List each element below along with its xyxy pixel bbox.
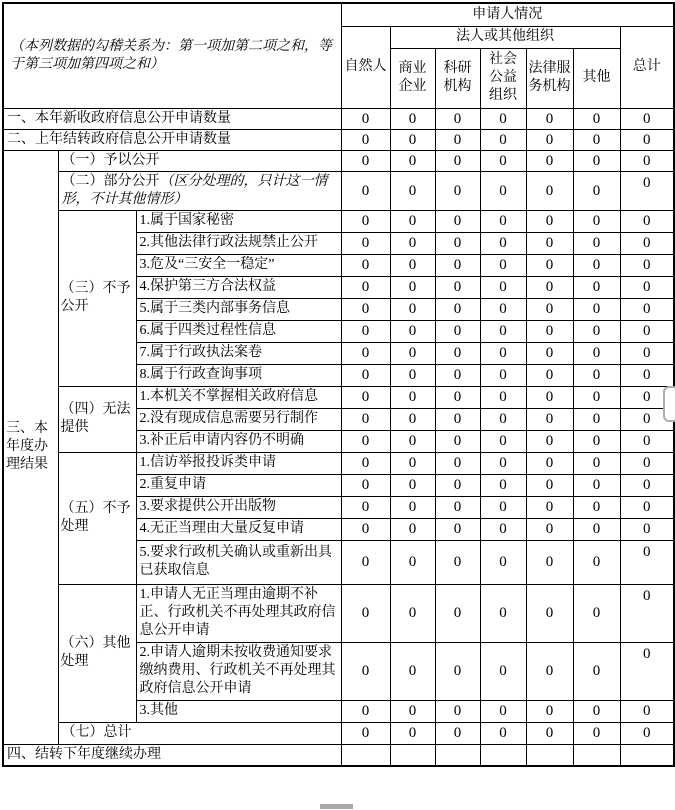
section3-label-cell: 三、本年度办理结果 [3, 150, 58, 744]
row-label: 4.保护第三方合法权益 [136, 276, 341, 298]
value-cell: 0 [480, 584, 526, 642]
row-label: 6.属于四类过程性信息 [136, 320, 341, 342]
value-cell: 0 [573, 386, 620, 408]
value-cell [573, 744, 620, 766]
value-cell: 0 [390, 540, 435, 584]
value-cell: 0 [480, 700, 526, 722]
value-cell: 0 [480, 108, 526, 129]
value-cell: 0 [620, 108, 674, 129]
value-cell: 0 [480, 642, 526, 700]
value-cell: 0 [341, 254, 390, 276]
value-cell: 0 [341, 518, 390, 540]
value-cell: 0 [435, 108, 480, 129]
value-cell: 0 [390, 232, 435, 254]
value-cell: 0 [526, 320, 573, 342]
row-label: 二、上年结转政府信息公开申请数量 [3, 129, 341, 150]
value-cell: 0 [573, 129, 620, 150]
value-cell: 0 [341, 150, 390, 171]
row-label: 2.申请人逾期未按收费通知要求缴纳费用、行政机关不再处理其政府信息公开申请 [136, 642, 341, 700]
header-total: 总计 [620, 26, 674, 108]
value-cell: 0 [620, 452, 674, 474]
value-cell: 0 [573, 150, 620, 171]
value-cell: 0 [480, 474, 526, 496]
value-cell: 0 [341, 430, 390, 452]
value-cell: 0 [435, 150, 480, 171]
value-cell: 0 [390, 276, 435, 298]
value-cell: 0 [620, 700, 674, 722]
value-cell: 0 [526, 150, 573, 171]
row-label: 1.申请人无正当理由逾期不补正、行政机关不再处理其政府信息公开申请 [136, 584, 341, 642]
value-cell: 0 [341, 474, 390, 496]
value-cell: 0 [390, 342, 435, 364]
value-cell: 0 [573, 518, 620, 540]
row-label: 4.无正当理由大量反复申请 [136, 518, 341, 540]
row-label: （一）予以公开 [58, 150, 341, 171]
value-cell: 0 [620, 540, 674, 584]
value-cell: 0 [341, 496, 390, 518]
value-cell: 0 [435, 171, 480, 210]
row-label: 2.其他法律行政法规禁止公开 [136, 232, 341, 254]
group-label-unable-to-provide: （四）无法提供 [58, 386, 136, 452]
row-label: 3.危及“三安全一稳定” [136, 254, 341, 276]
value-cell: 0 [390, 171, 435, 210]
value-cell: 0 [620, 320, 674, 342]
row-label: 1.信访举报投诉类申请 [136, 452, 341, 474]
row-label: 1.属于国家秘密 [136, 210, 341, 232]
value-cell: 0 [341, 408, 390, 430]
value-cell: 0 [526, 430, 573, 452]
table-row [3, 171, 674, 210]
value-cell: 0 [526, 584, 573, 642]
value-cell: 0 [480, 540, 526, 584]
value-cell: 0 [526, 496, 573, 518]
value-cell: 0 [390, 452, 435, 474]
value-cell: 0 [390, 700, 435, 722]
value-cell: 0 [620, 232, 674, 254]
value-cell: 0 [526, 171, 573, 210]
value-cell: 0 [573, 171, 620, 210]
value-cell: 0 [390, 386, 435, 408]
value-cell: 0 [480, 452, 526, 474]
value-cell: 0 [573, 210, 620, 232]
value-cell: 0 [573, 584, 620, 642]
row-label: 四、结转下年度继续办理 [3, 744, 341, 766]
horizontal-scrollbar-thumb[interactable] [320, 804, 353, 809]
value-cell: 0 [341, 276, 390, 298]
row-label: 5.要求行政机关确认或重新出具已获取信息 [136, 540, 341, 584]
value-cell: 0 [341, 386, 390, 408]
table-row [3, 150, 674, 171]
value-cell: 0 [620, 342, 674, 364]
value-cell: 0 [341, 540, 390, 584]
reconciliation-note: （本列数据的勾稽关系为：第一项加第二项之和，等于第三项加第四项之和） [3, 3, 341, 108]
value-cell: 0 [435, 496, 480, 518]
value-cell: 0 [573, 430, 620, 452]
value-cell: 0 [573, 298, 620, 320]
value-cell: 0 [526, 452, 573, 474]
value-cell: 0 [390, 364, 435, 386]
value-cell: 0 [435, 129, 480, 150]
value-cell: 0 [620, 722, 674, 744]
value-cell: 0 [526, 386, 573, 408]
value-cell: 0 [526, 722, 573, 744]
value-cell: 0 [390, 298, 435, 320]
value-cell: 0 [341, 298, 390, 320]
table-row [3, 108, 674, 129]
value-cell: 0 [435, 298, 480, 320]
value-cell: 0 [341, 722, 390, 744]
value-cell: 0 [526, 518, 573, 540]
table-row [3, 210, 674, 232]
group-label-other-processing: （六）其他处理 [58, 584, 136, 722]
row-label [58, 171, 341, 210]
value-cell: 0 [573, 408, 620, 430]
value-cell: 0 [620, 364, 674, 386]
value-cell [620, 744, 674, 766]
value-cell: 0 [526, 254, 573, 276]
value-cell: 0 [435, 386, 480, 408]
header-natural-person: 自然人 [341, 26, 390, 108]
value-cell: 0 [435, 700, 480, 722]
value-cell: 0 [620, 584, 674, 642]
value-cell: 0 [526, 642, 573, 700]
value-cell: 0 [341, 642, 390, 700]
row-label: 3.补正后申请内容仍不明确 [136, 430, 341, 452]
value-cell: 0 [390, 129, 435, 150]
table-row [3, 584, 674, 642]
value-cell [526, 744, 573, 766]
value-cell: 0 [620, 171, 674, 210]
value-cell: 0 [526, 276, 573, 298]
value-cell: 0 [390, 474, 435, 496]
value-cell: 0 [435, 540, 480, 584]
value-cell: 0 [620, 518, 674, 540]
value-cell: 0 [341, 320, 390, 342]
value-cell: 0 [435, 210, 480, 232]
header-commercial-enterprise: 商业企业 [390, 48, 435, 108]
value-cell: 0 [620, 210, 674, 232]
value-cell: 0 [341, 584, 390, 642]
value-cell: 0 [390, 584, 435, 642]
value-cell: 0 [573, 232, 620, 254]
value-cell: 0 [480, 298, 526, 320]
value-cell: 0 [526, 540, 573, 584]
value-cell: 0 [435, 518, 480, 540]
value-cell: 0 [620, 386, 674, 408]
value-cell: 0 [573, 474, 620, 496]
value-cell: 0 [341, 171, 390, 210]
value-cell: 0 [526, 210, 573, 232]
value-cell: 0 [620, 150, 674, 171]
value-cell: 0 [390, 642, 435, 700]
row-label: 7.属于行政执法案卷 [136, 342, 341, 364]
value-cell [390, 744, 435, 766]
value-cell: 0 [390, 320, 435, 342]
value-cell: 0 [526, 364, 573, 386]
value-cell: 0 [390, 210, 435, 232]
value-cell: 0 [480, 386, 526, 408]
header-research-institution: 科研机构 [435, 48, 480, 108]
value-cell [480, 744, 526, 766]
value-cell: 0 [435, 254, 480, 276]
row-label: （七）总计 [58, 722, 341, 744]
value-cell: 0 [435, 474, 480, 496]
row-label: 3.其他 [136, 700, 341, 722]
value-cell: 0 [435, 276, 480, 298]
table-row [3, 452, 674, 474]
row-label: 5.属于三类内部事务信息 [136, 298, 341, 320]
disclosure-statistics-table [2, 2, 675, 767]
value-cell: 0 [526, 408, 573, 430]
value-cell: 0 [390, 108, 435, 129]
value-cell: 0 [390, 518, 435, 540]
value-cell: 0 [435, 408, 480, 430]
value-cell: 0 [390, 408, 435, 430]
row-label-note: （区分处理的，只计这一情形，不计其他情形） [61, 173, 328, 207]
value-cell: 0 [480, 430, 526, 452]
value-cell: 0 [480, 276, 526, 298]
value-cell: 0 [341, 108, 390, 129]
value-cell: 0 [573, 364, 620, 386]
header-legal-service-org: 法律服务机构 [526, 48, 573, 108]
value-cell: 0 [480, 129, 526, 150]
header-legal-org: 法人或其他组织 [390, 26, 620, 48]
value-cell: 0 [390, 430, 435, 452]
value-cell: 0 [620, 276, 674, 298]
value-cell: 0 [341, 342, 390, 364]
row-label-main: （二）部分公开 [61, 173, 160, 189]
vertical-scrollbar-thumb[interactable] [663, 386, 675, 422]
value-cell: 0 [341, 129, 390, 150]
value-cell: 0 [390, 150, 435, 171]
value-cell: 0 [341, 364, 390, 386]
value-cell: 0 [620, 642, 674, 700]
value-cell: 0 [573, 342, 620, 364]
value-cell: 0 [435, 320, 480, 342]
value-cell: 0 [480, 342, 526, 364]
value-cell: 0 [435, 642, 480, 700]
value-cell [341, 744, 390, 766]
value-cell: 0 [480, 254, 526, 276]
value-cell: 0 [620, 129, 674, 150]
value-cell: 0 [480, 518, 526, 540]
value-cell: 0 [573, 452, 620, 474]
value-cell: 0 [526, 342, 573, 364]
value-cell: 0 [480, 171, 526, 210]
value-cell: 0 [435, 364, 480, 386]
value-cell: 0 [526, 474, 573, 496]
value-cell: 0 [620, 474, 674, 496]
value-cell: 0 [341, 452, 390, 474]
row-label: 8.属于行政查询事项 [136, 364, 341, 386]
row-label: 2.没有现成信息需要另行制作 [136, 408, 341, 430]
value-cell: 0 [435, 452, 480, 474]
value-cell: 0 [620, 430, 674, 452]
value-cell: 0 [480, 408, 526, 430]
header-other-org: 其他 [573, 48, 620, 108]
value-cell: 0 [526, 232, 573, 254]
value-cell: 0 [390, 254, 435, 276]
value-cell: 0 [480, 496, 526, 518]
value-cell: 0 [573, 320, 620, 342]
header-public-welfare-org: 社会公益组织 [480, 48, 526, 108]
header-row-1 [3, 3, 674, 26]
value-cell [435, 744, 480, 766]
row-label: 3.要求提供公开出版物 [136, 496, 341, 518]
value-cell: 0 [390, 496, 435, 518]
value-cell: 0 [435, 232, 480, 254]
row-label: 1.本机关不掌握相关政府信息 [136, 386, 341, 408]
value-cell: 0 [390, 722, 435, 744]
value-cell: 0 [526, 108, 573, 129]
value-cell: 0 [480, 722, 526, 744]
value-cell: 0 [480, 210, 526, 232]
value-cell: 0 [435, 430, 480, 452]
value-cell: 0 [620, 254, 674, 276]
value-cell: 0 [573, 276, 620, 298]
value-cell: 0 [526, 700, 573, 722]
value-cell: 0 [480, 320, 526, 342]
value-cell: 0 [620, 408, 674, 430]
value-cell: 0 [435, 584, 480, 642]
value-cell: 0 [573, 496, 620, 518]
value-cell: 0 [480, 232, 526, 254]
table-row [3, 129, 674, 150]
value-cell: 0 [435, 342, 480, 364]
value-cell: 0 [620, 496, 674, 518]
value-cell: 0 [573, 700, 620, 722]
value-cell: 0 [341, 210, 390, 232]
value-cell: 0 [341, 232, 390, 254]
value-cell: 0 [573, 254, 620, 276]
value-cell: 0 [480, 364, 526, 386]
value-cell: 0 [526, 298, 573, 320]
group-label-not-processed: （五）不予处理 [58, 452, 136, 584]
group-label-not-disclosed: （三）不予公开 [58, 210, 136, 386]
value-cell: 0 [573, 540, 620, 584]
row-label: 一、本年新收政府信息公开申请数量 [3, 108, 341, 129]
header-applicant-status: 申请人情况 [341, 3, 674, 26]
value-cell: 0 [620, 298, 674, 320]
row-label: 2.重复申请 [136, 474, 341, 496]
value-cell: 0 [480, 150, 526, 171]
table-row [3, 722, 674, 744]
value-cell: 0 [573, 722, 620, 744]
value-cell: 0 [341, 700, 390, 722]
value-cell: 0 [573, 642, 620, 700]
table-row [3, 386, 674, 408]
value-cell: 0 [526, 129, 573, 150]
table-row [3, 744, 674, 766]
value-cell: 0 [573, 108, 620, 129]
value-cell: 0 [435, 722, 480, 744]
